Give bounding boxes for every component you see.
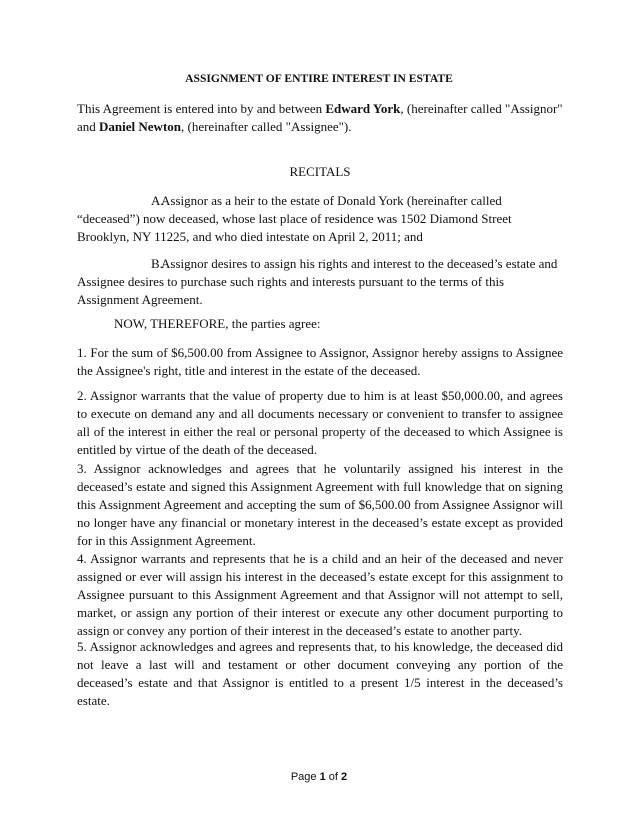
recitals-heading: RECITALS (289, 164, 351, 179)
clause-4: 4. Assignor warrants and represents that he is a child and an heir of the deceased and never assigned or ever will assign his interest in the deceased’s estate except for this assignment to Assignee pursuant to this Assignment Agreement and that Assignor will not attempt to sell, market, or assign any portion of their interest or execute any other document purporting to assign or convey any portion of their interest in the deceased’s estate to another party. (77, 551, 563, 638)
recital-a (77, 192, 563, 246)
clause-5: 5. Assignor acknowledges and agrees and represents that, to his knowledge, the deceased did not leave a last will and testament or other document conveying any portion of the deceased’s estate and that Assignor is entitled to a present 1/5 interest in the deceased’s estate. (77, 639, 563, 708)
recital-b-text: Assignor desires to assign his rights and interest to the deceased’s estate and Assignee desires to purchase such rights and interests pursuant to the terms of this Assignment Agreement. (77, 256, 558, 307)
assignor-name: Edward York (325, 101, 401, 116)
assignee-name: Daniel Newton (99, 119, 181, 134)
recital-b (77, 255, 563, 309)
footer-of-word: of (328, 771, 338, 783)
intro-text-3: , (hereinafter called "Assignee"). (181, 119, 352, 134)
recital-a-label: A. (151, 193, 164, 208)
clause-1: 1. For the sum of $6,500.00 from Assignee to Assignor, Assignor hereby assigns to Assignee the Assignee's right, title and interest in the estate of the deceased. (77, 345, 563, 378)
page-footer (0, 771, 638, 783)
footer-total-pages: 2 (341, 771, 348, 783)
intro-paragraph (77, 100, 563, 136)
intro-text-2: , (hereinafter called "Assignor" and (77, 101, 563, 134)
intro-text-1: This Agreement is entered into by and between (77, 101, 326, 116)
clause-2: 2. Assignor warrants that the value of property due to him is at least $50,000.00, and agrees to execute on demand any and all documents necessary or convenient to transfer to assignee all of the interest in either the real or personal property of the deceased to which Assignee is entitled by virtue of the death of the deceased. (77, 388, 563, 457)
therefore-line: NOW, THEREFORE, the parties agree: (114, 316, 321, 331)
clause-3: 3. Assignor acknowledges and agrees that he voluntarily assigned his interest in the deceased’s estate and signed this Assignment Agreement with full knowledge that on signing this Assignment Agreement and accepting the sum of $6,500.00 from Assignee Assignor will no longer have any financial or monetary interest in the deceased’s estate except as provided for in this Assignment Agreement. (77, 461, 563, 548)
document-title: ASSIGNMENT OF ENTIRE INTEREST IN ESTATE (185, 72, 453, 85)
recital-a-text: Assignor as a heir to the estate of Donald York (hereinafter called “deceased”) now deceased, whose last place of residence was 1502 Diamond Street Brooklyn, NY 11225, and who died intestate on April 2, 2011; and (77, 193, 512, 244)
recital-b-label: B. (151, 256, 163, 271)
footer-page-word: Page (290, 771, 317, 783)
footer-current-page: 1 (319, 771, 326, 783)
